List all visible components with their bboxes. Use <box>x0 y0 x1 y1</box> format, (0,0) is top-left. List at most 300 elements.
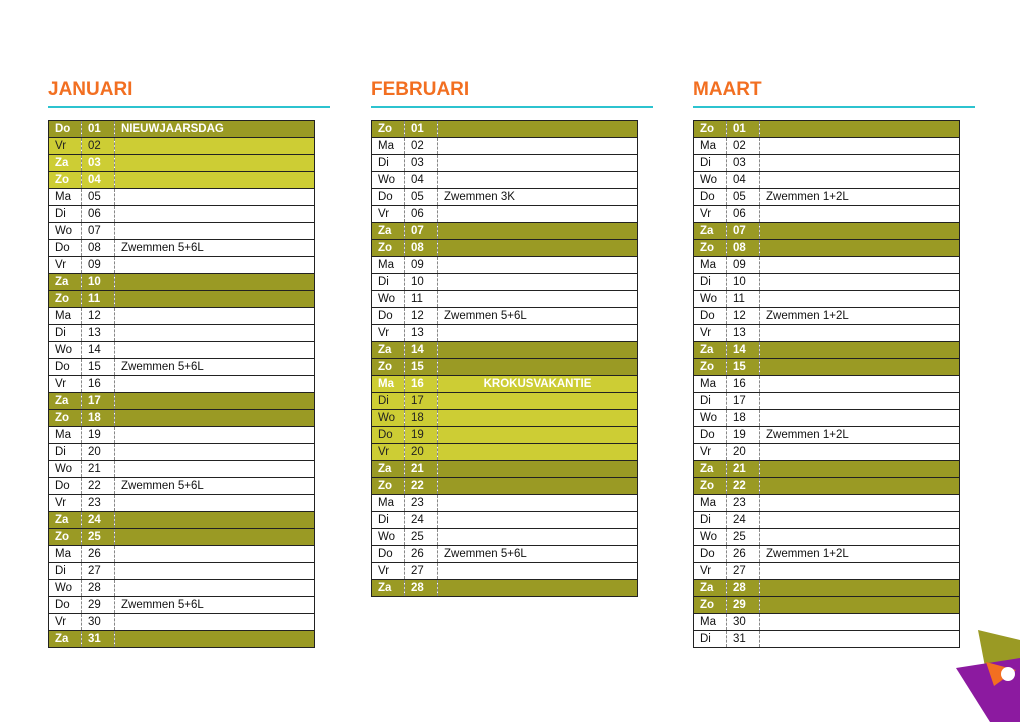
day-number: 01 <box>727 121 760 138</box>
day-name: Zo <box>49 529 82 546</box>
day-name: Vr <box>49 138 82 155</box>
day-row <box>694 206 960 223</box>
day-number: 01 <box>405 121 438 138</box>
day-number: 17 <box>82 393 115 410</box>
day-name: Za <box>694 461 727 478</box>
day-note <box>438 410 638 427</box>
day-note <box>760 512 960 529</box>
day-number: 11 <box>727 291 760 308</box>
day-row <box>49 461 315 478</box>
day-name: Wo <box>372 410 405 427</box>
title-rule <box>693 106 975 108</box>
day-row <box>49 342 315 359</box>
day-row <box>694 257 960 274</box>
day-name: Zo <box>49 172 82 189</box>
day-row <box>694 308 960 325</box>
day-row <box>372 410 638 427</box>
day-note <box>115 495 315 512</box>
day-note <box>760 631 960 648</box>
day-name: Ma <box>372 376 405 393</box>
day-name: Do <box>694 189 727 206</box>
month-title: JANUARI <box>48 79 133 100</box>
day-number: 27 <box>82 563 115 580</box>
day-name: Wo <box>372 172 405 189</box>
day-note: Zwemmen 5+6L <box>115 597 315 614</box>
day-name: Di <box>49 325 82 342</box>
day-note <box>115 189 315 206</box>
day-row <box>694 529 960 546</box>
day-name: Di <box>694 512 727 529</box>
day-row <box>694 342 960 359</box>
day-name: Ma <box>694 376 727 393</box>
day-note: Zwemmen 5+6L <box>115 478 315 495</box>
day-number: 20 <box>727 444 760 461</box>
day-name: Vr <box>372 206 405 223</box>
day-row <box>372 172 638 189</box>
day-number: 03 <box>82 155 115 172</box>
day-number: 29 <box>82 597 115 614</box>
day-row <box>49 410 315 427</box>
day-note: Zwemmen 3K <box>438 189 638 206</box>
day-note <box>438 121 638 138</box>
day-row <box>372 359 638 376</box>
day-note: Zwemmen 1+2L <box>760 546 960 563</box>
day-note <box>438 427 638 444</box>
day-number: 19 <box>727 427 760 444</box>
day-name: Zo <box>694 478 727 495</box>
day-note <box>760 138 960 155</box>
day-row <box>694 546 960 563</box>
day-row <box>694 291 960 308</box>
day-row <box>372 580 638 597</box>
day-name: Ma <box>372 257 405 274</box>
day-number: 02 <box>82 138 115 155</box>
day-note <box>760 478 960 495</box>
day-number: 04 <box>727 172 760 189</box>
day-number: 14 <box>405 342 438 359</box>
day-note <box>438 512 638 529</box>
day-number: 08 <box>405 240 438 257</box>
day-name: Zo <box>49 410 82 427</box>
day-note <box>438 529 638 546</box>
day-number: 07 <box>727 223 760 240</box>
day-number: 21 <box>727 461 760 478</box>
day-name: Vr <box>49 495 82 512</box>
day-name: Ma <box>694 138 727 155</box>
day-number: 18 <box>82 410 115 427</box>
day-row <box>694 274 960 291</box>
day-name: Vr <box>49 376 82 393</box>
day-name: Za <box>694 223 727 240</box>
day-number: 01 <box>82 121 115 138</box>
day-row <box>49 172 315 189</box>
day-number: 16 <box>405 376 438 393</box>
day-number: 25 <box>405 529 438 546</box>
day-row <box>372 291 638 308</box>
day-number: 06 <box>727 206 760 223</box>
day-note <box>115 308 315 325</box>
day-number: 06 <box>82 206 115 223</box>
day-name: Ma <box>49 427 82 444</box>
day-number: 02 <box>727 138 760 155</box>
day-row <box>372 444 638 461</box>
day-note <box>760 359 960 376</box>
day-number: 17 <box>405 393 438 410</box>
day-name: Zo <box>694 359 727 376</box>
day-name: Vr <box>694 325 727 342</box>
day-name: Zo <box>694 597 727 614</box>
day-name: Zo <box>694 240 727 257</box>
day-note <box>115 274 315 291</box>
day-note <box>115 206 315 223</box>
day-number: 15 <box>82 359 115 376</box>
day-note <box>438 478 638 495</box>
day-number: 16 <box>727 376 760 393</box>
day-row <box>372 461 638 478</box>
day-name: Zo <box>372 121 405 138</box>
day-row <box>372 189 638 206</box>
day-name: Do <box>49 121 82 138</box>
day-name: Za <box>694 342 727 359</box>
day-note <box>115 257 315 274</box>
day-note <box>438 359 638 376</box>
day-note <box>760 580 960 597</box>
day-row <box>49 478 315 495</box>
day-name: Zo <box>694 121 727 138</box>
day-name: Vr <box>372 325 405 342</box>
day-row <box>372 342 638 359</box>
day-name: Di <box>49 563 82 580</box>
day-note <box>438 240 638 257</box>
day-number: 05 <box>405 189 438 206</box>
day-row <box>49 631 315 648</box>
day-row <box>49 308 315 325</box>
day-note <box>760 393 960 410</box>
day-note <box>438 291 638 308</box>
day-note <box>760 597 960 614</box>
day-note <box>115 444 315 461</box>
day-name: Do <box>49 359 82 376</box>
day-row <box>49 444 315 461</box>
day-note <box>115 614 315 631</box>
day-number: 24 <box>727 512 760 529</box>
day-note <box>115 138 315 155</box>
day-name: Za <box>694 580 727 597</box>
day-number: 26 <box>405 546 438 563</box>
day-row <box>49 580 315 597</box>
day-note <box>760 172 960 189</box>
day-number: 18 <box>405 410 438 427</box>
day-name: Za <box>49 274 82 291</box>
day-number: 20 <box>82 444 115 461</box>
day-name: Do <box>372 189 405 206</box>
day-note <box>115 529 315 546</box>
day-number: 13 <box>82 325 115 342</box>
day-note <box>438 444 638 461</box>
day-row <box>49 359 315 376</box>
day-name: Wo <box>49 223 82 240</box>
day-name: Vr <box>694 444 727 461</box>
day-note <box>115 342 315 359</box>
day-name: Za <box>49 631 82 648</box>
day-number: 08 <box>82 240 115 257</box>
day-note: Zwemmen 5+6L <box>115 240 315 257</box>
day-number: 20 <box>405 444 438 461</box>
day-note <box>760 342 960 359</box>
day-number: 23 <box>405 495 438 512</box>
day-name: Do <box>49 478 82 495</box>
day-note <box>115 580 315 597</box>
day-number: 14 <box>727 342 760 359</box>
day-name: Di <box>694 631 727 648</box>
day-note: Zwemmen 1+2L <box>760 189 960 206</box>
day-number: 28 <box>82 580 115 597</box>
day-number: 06 <box>405 206 438 223</box>
day-row <box>372 495 638 512</box>
day-number: 12 <box>727 308 760 325</box>
day-number: 26 <box>727 546 760 563</box>
day-name: Vr <box>49 257 82 274</box>
day-number: 23 <box>727 495 760 512</box>
day-number: 11 <box>82 291 115 308</box>
day-number: 31 <box>727 631 760 648</box>
day-note <box>760 614 960 631</box>
day-row <box>49 393 315 410</box>
day-name: Vr <box>694 563 727 580</box>
day-row <box>694 393 960 410</box>
day-number: 04 <box>405 172 438 189</box>
day-name: Wo <box>694 172 727 189</box>
day-row <box>694 155 960 172</box>
day-name: Di <box>372 393 405 410</box>
day-row <box>49 614 315 631</box>
day-row <box>694 563 960 580</box>
day-name: Vr <box>49 614 82 631</box>
day-note <box>760 495 960 512</box>
day-name: Di <box>372 512 405 529</box>
day-row <box>49 325 315 342</box>
day-note <box>760 155 960 172</box>
day-row <box>694 138 960 155</box>
day-number: 13 <box>727 325 760 342</box>
day-note <box>438 461 638 478</box>
day-name: Ma <box>694 257 727 274</box>
day-row <box>694 478 960 495</box>
day-row <box>694 631 960 648</box>
day-row <box>49 291 315 308</box>
day-note <box>115 223 315 240</box>
day-number: 08 <box>727 240 760 257</box>
title-rule <box>371 106 653 108</box>
day-note <box>760 274 960 291</box>
day-note <box>115 427 315 444</box>
month-maart <box>693 78 975 648</box>
month-title: FEBRUARI <box>371 79 470 100</box>
day-name: Di <box>49 444 82 461</box>
day-number: 21 <box>405 461 438 478</box>
day-row <box>694 189 960 206</box>
day-number: 04 <box>82 172 115 189</box>
day-row <box>372 376 638 393</box>
day-number: 03 <box>405 155 438 172</box>
day-row <box>49 495 315 512</box>
day-row <box>49 376 315 393</box>
day-row <box>372 393 638 410</box>
day-row <box>694 325 960 342</box>
day-name: Ma <box>372 495 405 512</box>
day-name: Za <box>372 580 405 597</box>
day-name: Za <box>372 342 405 359</box>
day-name: Wo <box>49 580 82 597</box>
day-note <box>760 376 960 393</box>
day-name: Za <box>49 393 82 410</box>
day-row <box>49 427 315 444</box>
day-row <box>372 257 638 274</box>
day-note <box>115 291 315 308</box>
day-number: 09 <box>82 257 115 274</box>
day-name: Wo <box>694 529 727 546</box>
day-name: Di <box>372 155 405 172</box>
day-number: 05 <box>727 189 760 206</box>
day-name: Ma <box>372 138 405 155</box>
day-number: 05 <box>82 189 115 206</box>
day-number: 03 <box>727 155 760 172</box>
day-note <box>760 240 960 257</box>
day-note <box>760 461 960 478</box>
day-number: 11 <box>405 291 438 308</box>
day-row <box>49 546 315 563</box>
day-note <box>438 274 638 291</box>
day-row <box>49 529 315 546</box>
day-note <box>760 121 960 138</box>
day-number: 22 <box>82 478 115 495</box>
day-name: Wo <box>694 291 727 308</box>
day-note <box>760 444 960 461</box>
day-number: 28 <box>727 580 760 597</box>
day-number: 26 <box>82 546 115 563</box>
day-name: Wo <box>49 461 82 478</box>
day-number: 25 <box>82 529 115 546</box>
day-row <box>372 240 638 257</box>
day-row <box>694 223 960 240</box>
day-name: Do <box>372 308 405 325</box>
day-note: Zwemmen 1+2L <box>760 427 960 444</box>
day-name: Za <box>372 461 405 478</box>
day-number: 09 <box>727 257 760 274</box>
day-note <box>115 461 315 478</box>
day-row <box>49 257 315 274</box>
day-number: 24 <box>82 512 115 529</box>
day-number: 07 <box>405 223 438 240</box>
day-note <box>760 206 960 223</box>
day-row <box>49 274 315 291</box>
day-number: 17 <box>727 393 760 410</box>
day-name: Di <box>49 206 82 223</box>
day-row <box>694 597 960 614</box>
day-row <box>49 206 315 223</box>
day-note <box>438 495 638 512</box>
day-number: 29 <box>727 597 760 614</box>
day-name: Ma <box>694 495 727 512</box>
month-januari <box>48 78 330 648</box>
day-note: NIEUWJAARSDAG <box>115 121 315 138</box>
day-name: Vr <box>372 563 405 580</box>
calendar-table <box>693 120 960 648</box>
day-row <box>372 546 638 563</box>
day-name: Do <box>694 308 727 325</box>
day-name: Wo <box>372 291 405 308</box>
day-note <box>760 291 960 308</box>
day-note <box>115 155 315 172</box>
day-name: Wo <box>372 529 405 546</box>
day-row <box>694 614 960 631</box>
day-name: Zo <box>372 359 405 376</box>
day-note <box>438 325 638 342</box>
day-number: 15 <box>727 359 760 376</box>
day-number: 09 <box>405 257 438 274</box>
month-februari <box>371 78 653 597</box>
day-row <box>49 563 315 580</box>
day-note <box>438 342 638 359</box>
day-row <box>49 121 315 138</box>
day-note: KROKUSVAKANTIE <box>438 376 638 393</box>
day-row <box>49 512 315 529</box>
day-name: Zo <box>372 478 405 495</box>
day-row <box>372 223 638 240</box>
calendar-table <box>48 120 315 648</box>
day-row <box>372 308 638 325</box>
day-name: Zo <box>372 240 405 257</box>
day-name: Ma <box>49 308 82 325</box>
day-row <box>49 240 315 257</box>
day-note <box>438 257 638 274</box>
day-note <box>438 172 638 189</box>
day-number: 10 <box>727 274 760 291</box>
day-note <box>438 138 638 155</box>
day-row <box>372 478 638 495</box>
day-name: Za <box>49 512 82 529</box>
day-row <box>694 172 960 189</box>
day-row <box>694 580 960 597</box>
day-row <box>694 427 960 444</box>
day-number: 10 <box>405 274 438 291</box>
day-row <box>49 155 315 172</box>
day-note <box>760 563 960 580</box>
title-rule <box>48 106 330 108</box>
day-name: Di <box>694 155 727 172</box>
day-number: 21 <box>82 461 115 478</box>
day-name: Do <box>49 240 82 257</box>
day-note <box>438 223 638 240</box>
day-row <box>372 206 638 223</box>
day-row <box>372 529 638 546</box>
day-number: 28 <box>405 580 438 597</box>
day-note <box>115 563 315 580</box>
day-note <box>438 206 638 223</box>
day-note <box>438 580 638 597</box>
day-name: Di <box>694 274 727 291</box>
day-number: 18 <box>727 410 760 427</box>
day-number: 14 <box>82 342 115 359</box>
day-number: 31 <box>82 631 115 648</box>
day-note <box>760 529 960 546</box>
day-row <box>49 223 315 240</box>
day-name: Za <box>372 223 405 240</box>
day-number: 07 <box>82 223 115 240</box>
day-row <box>694 461 960 478</box>
day-row <box>372 274 638 291</box>
day-note <box>760 325 960 342</box>
